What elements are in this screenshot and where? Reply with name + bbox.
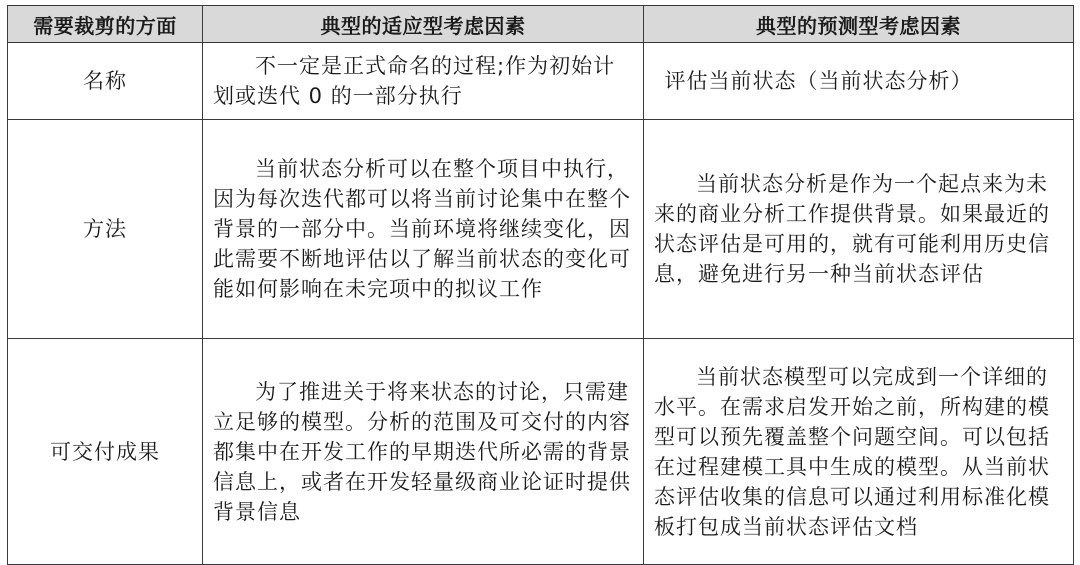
row-aspect: 方法 bbox=[8, 120, 203, 339]
table-row bbox=[8, 43, 1074, 120]
tailoring-table bbox=[7, 5, 1074, 565]
row-adaptive: 不一定是正式命名的过程;作为初始计划或迭代 0 的一部分执行 bbox=[203, 43, 644, 120]
table-row bbox=[8, 120, 1074, 339]
row-aspect: 名称 bbox=[8, 43, 203, 120]
header-adaptive: 典型的适应型考虑因素 bbox=[203, 6, 644, 43]
table-row bbox=[8, 339, 1074, 565]
row-adaptive: 为了推进关于将来状态的讨论，只需建立足够的模型。分析的范围及可交付的内容都集中在开发工作的早期迭代所必需的背景信息上，或者在开发轻量级商业论证时提供背景信息 bbox=[203, 339, 644, 565]
header-row bbox=[8, 6, 1074, 43]
header-predictive: 典型的预测型考虑因素 bbox=[644, 6, 1074, 43]
table-header bbox=[8, 6, 1074, 43]
row-aspect: 可交付成果 bbox=[8, 339, 203, 565]
header-aspect: 需要裁剪的方面 bbox=[8, 6, 203, 43]
row-adaptive: 当前状态分析可以在整个项目中执行，因为每次迭代都可以将当前讨论集中在整个背景的一部分中。当前环境将继续变化，因此需要不断地评估以了解当前状态的变化可能如何影响在未完项中的拟议工作 bbox=[203, 120, 644, 339]
table-body bbox=[8, 43, 1074, 565]
row-predictive: 评估当前状态（当前状态分析） bbox=[644, 43, 1074, 120]
row-predictive: 当前状态分析是作为一个起点来为未来的商业分析工作提供背景。如果最近的状态评估是可用的，就有可能利用历史信息，避免进行另一种当前状态评估 bbox=[644, 120, 1074, 339]
row-predictive: 当前状态模型可以完成到一个详细的水平。在需求启发开始之前，所构建的模型可以预先覆盖整个问题空间。可以包括在过程建模工具中生成的模型。从当前状态评估收集的信息可以通过利用标准化模板打包成当前状态评估文档 bbox=[644, 339, 1074, 565]
